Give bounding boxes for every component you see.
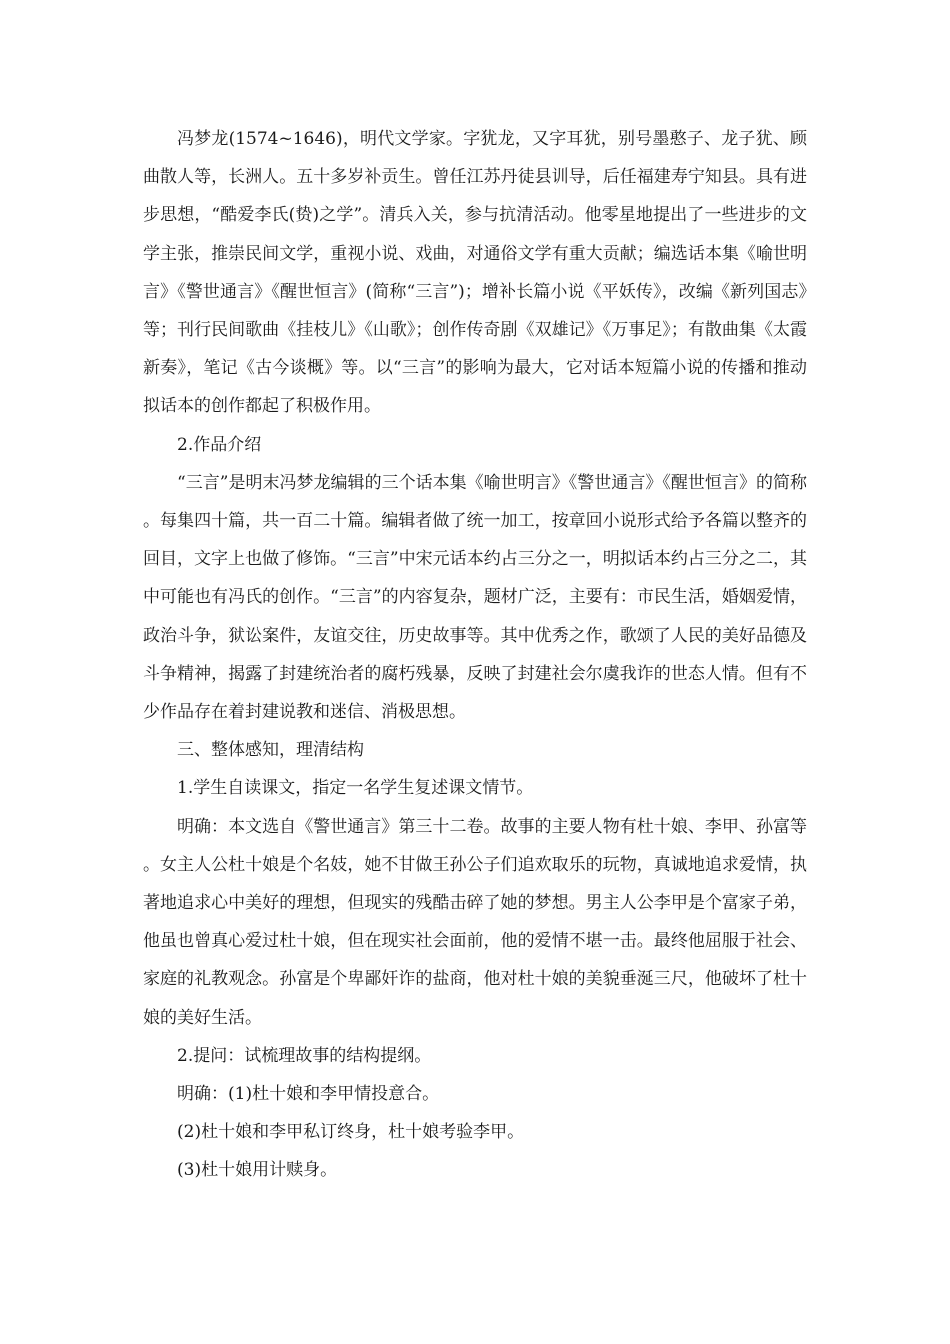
paragraph-work-intro: “三言”是明末冯梦龙编辑的三个话本集《喻世明言》《警世通言》《醒世恒言》的简称。每集四十篇，共一百二十篇。编辑者做了统一加工，按章回小说形式给予各篇以整齐的回目，文字上也做了修饰。“三言”中宋元话本约占三分之一，明拟话本约占三分之二，其中可能也有冯氏的创作。“三言”的内容复杂，题材广泛，主要有：市民生活，婚姻爱情，政治斗争，狱讼案件，友谊交往，历史故事等。其中优秀之作，歌颂了人民的美好品德及斗争精神，揭露了封建统治者的腐朽残暴，反映了封建社会尔虞我诈的世态人情。但有不少作品存在着封建说教和迷信、消极思想。 (143, 472, 807, 723)
heading-section-three: 三、整体感知，理清结构 (177, 740, 364, 761)
paragraph-answer-2-item-1: 明确：(1)杜十娘和李甲情投意合。 (177, 1084, 440, 1105)
paragraph-answer-2-item-2: (2)杜十娘和李甲私订终身，杜十娘考验李甲。 (177, 1122, 525, 1143)
paragraph-author-bio: 冯梦龙(1574~1646)，明代文学家。字犹龙，又字耳犹，别号墨憨子、龙子犹、顾曲散人等，长洲人。五十多岁补贡生。曾任江苏丹徒县训导，后任福建寿宁知县。具有进步思想，“酷爱李氏(贽)之学”。清兵入关，参与抗清活动。他零星地提出了一些进步的文学主张，推崇民间文学，重视小说、戏曲，对通俗文学有重大贡献；编选话本集《喻世明言》《警世通言》《醒世恒言》(简称“三言”)；增补长篇小说《平妖传》，改编《新列国志》等；刊行民间歌曲《挂枝儿》《山歌》；创作传奇剧《双雄记》《万事足》；有散曲集《太霞新奏》，笔记《古今谈概》等。以“三言”的影响为最大，它对话本短篇小说的传播和推动拟话本的创作都起了积极作用。 (143, 129, 807, 417)
paragraph-answer-1: 明确：本文选自《警世通言》第三十二卷。故事的主要人物有杜十娘、李甲、孙富等。女主人公杜十娘是个名妓，她不甘做王孙公子们追欢取乐的玩物，真诚地追求爱情，执著地追求心中美好的理想，但现实的残酷击碎了她的梦想。男主人公李甲是个富家子弟，他虽也曾真心爱过杜十娘，但在现实社会面前，他的爱情不堪一击。最终他屈服于社会、家庭的礼教观念。孙富是个卑鄙奸诈的盐商，他对杜十娘的美貌垂涎三尺，他破坏了杜十娘的美好生活。 (143, 816, 807, 1028)
paragraph-task-1: 1.学生自读课文，指定一名学生复述课文情节。 (177, 778, 534, 799)
paragraph-answer-2-item-3: (3)杜十娘用计赎身。 (177, 1160, 338, 1181)
heading-work-intro: 2.作品介绍 (177, 434, 262, 455)
document-body (143, 120, 807, 1190)
paragraph-task-2: 2.提问：试梳理故事的结构提纲。 (177, 1045, 432, 1066)
